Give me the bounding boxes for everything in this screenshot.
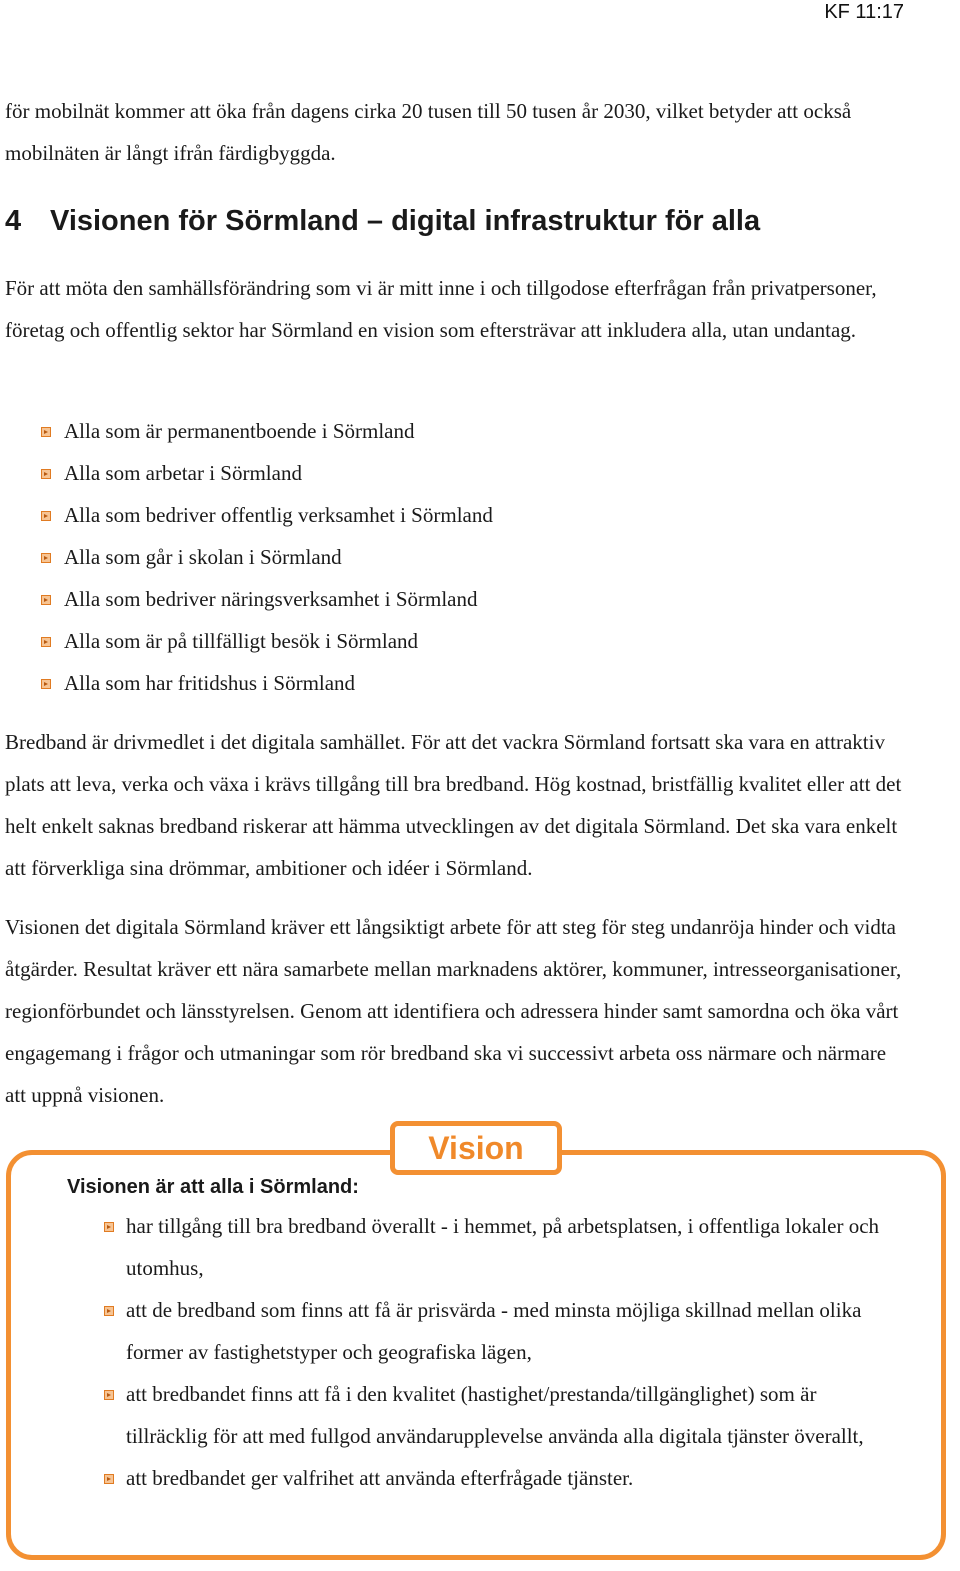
paragraph-broadband: Bredband är drivmedlet i det digitala samhället. För att det vackra Sörmland fortsatt ska vara en attraktiv plats att leva, verka och växa i krävs tillgång till bra bredband. Hög kostnad, bristfällig kvalitet eller att det helt enkelt saknas bredband riskerar att hämma utvecklingen av det digitala Sörmland. Det ska vara enkelt att förverkliga sina drömmar, ambitioner och idéer i Sörmland. <box>5 730 902 880</box>
list-item: Alla som bedriver offentlig verksamhet i Sörmland <box>64 494 493 536</box>
list-item: Alla som är permanentboende i Sörmland <box>64 410 493 452</box>
bullet-icon <box>41 637 51 647</box>
vision-tab-label: Vision <box>390 1121 562 1175</box>
list-item: Alla som är på tillfälligt besök i Sörmland <box>64 620 493 662</box>
inclusion-list <box>64 410 493 704</box>
list-item: Alla som bedriver näringsverksamhet i Sörmland <box>64 578 493 620</box>
document-code: KF 11:17 <box>824 1 904 23</box>
list-item: har tillgång till bra bredband överallt - i hemmet, på arbetsplatsen, i offentliga lokaler och utomhus, <box>126 1205 896 1289</box>
bullet-icon <box>41 553 51 563</box>
list-item: att bredbandet finns att få i den kvalitet (hastighet/prestanda/tillgänglighet) som är tillräcklig för att med fullgod användarupplevelse använda alla digitala tjänster överallt, <box>126 1373 896 1457</box>
section-heading <box>5 201 760 241</box>
bullet-icon <box>104 1222 114 1232</box>
bullet-icon <box>41 511 51 521</box>
list-item: Alla som går i skolan i Sörmland <box>64 536 493 578</box>
list-item: Alla som arbetar i Sörmland <box>64 452 493 494</box>
list-item: Alla som har fritidshus i Sörmland <box>64 662 493 704</box>
intro-paragraph: för mobilnät kommer att öka från dagens cirka 20 tusen till 50 tusen år 2030, vilket betyder att också mobilnäten är långt ifrån färdigbyggda. <box>5 99 852 165</box>
list-item: att bredbandet ger valfrihet att använda efterfrågade tjänster. <box>126 1457 896 1499</box>
paragraph-long-term: Visionen det digitala Sörmland kräver ett långsiktigt arbete för att steg för steg undanröja hinder och vidta åtgärder. Resultat kräver ett nära samarbete mellan marknadens aktörer, kommuner, intresseorganisationer, regionförbundet och länsstyrelsen. Genom att identifiera och adressera hinder samt samordna och öka vårt engagemang i frågor och utmaningar som rör bredband ska vi successivt arbeta oss närmare och närmare att uppnå visionen. <box>5 915 902 1107</box>
bullet-icon <box>41 595 51 605</box>
bullet-icon <box>41 469 51 479</box>
bullet-icon <box>104 1390 114 1400</box>
bullet-icon <box>41 427 51 437</box>
section-title: Visionen för Sörmland – digital infrastruktur för alla <box>50 205 761 237</box>
bullet-icon <box>104 1306 114 1316</box>
paragraph-intro-vision: För att möta den samhällsförändring som vi är mitt inne i och tillgodose efterfrågan från privatpersoner, företag och offentlig sektor har Sörmland en vision som eftersträvar att inkludera alla, utan undantag. <box>5 276 877 342</box>
bullet-icon <box>104 1474 114 1484</box>
vision-subheading: Visionen är att alla i Sörmland: <box>67 1176 359 1198</box>
list-item: att de bredband som finns att få är prisvärda - med minsta möjliga skillnad mellan olika former av fastighetstyper och geografiska lägen, <box>126 1289 896 1373</box>
bullet-icon <box>41 679 51 689</box>
vision-list <box>126 1205 896 1499</box>
section-number: 4 <box>5 205 22 237</box>
